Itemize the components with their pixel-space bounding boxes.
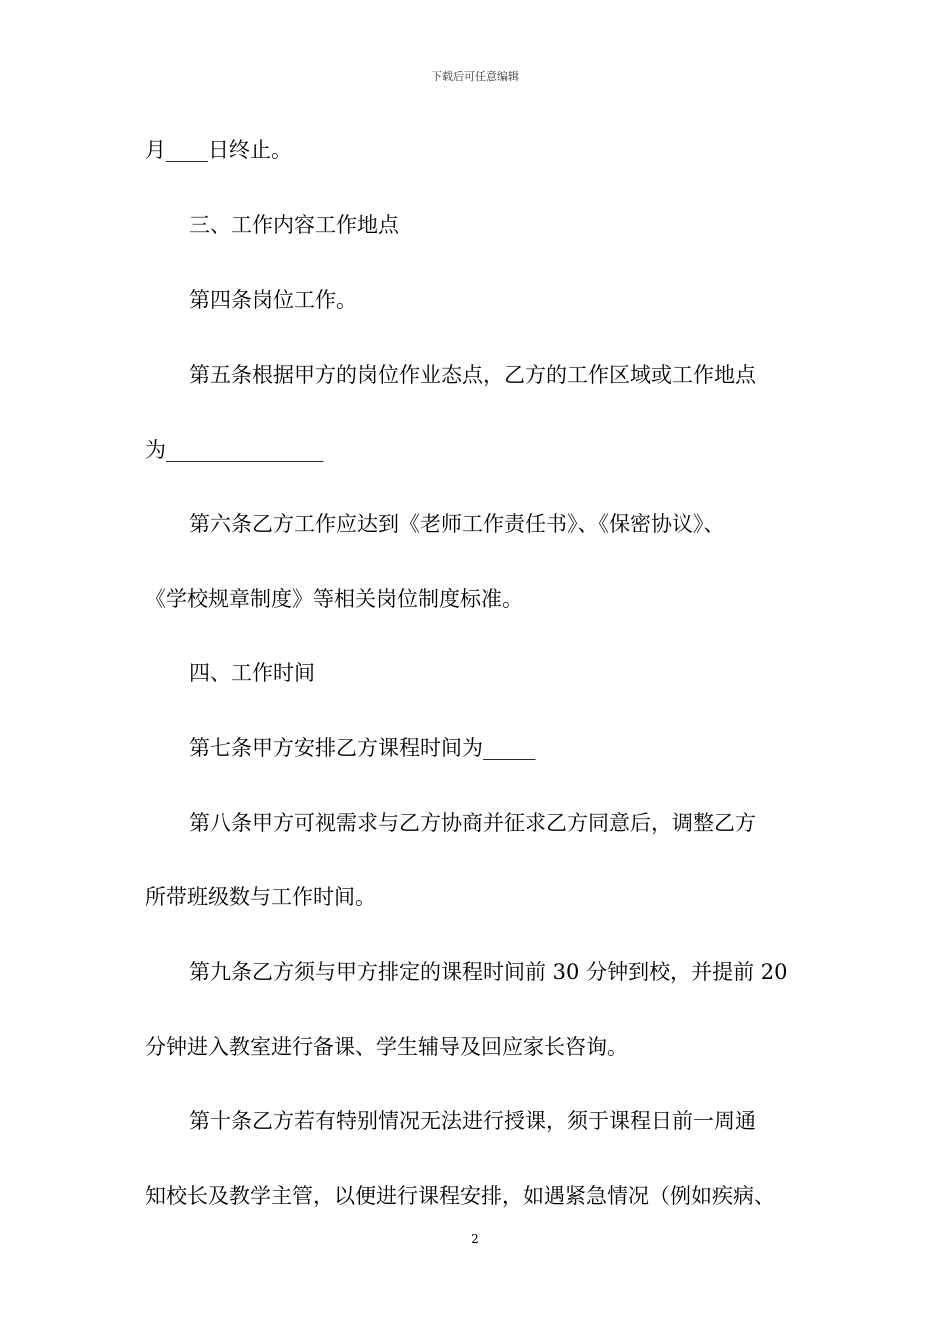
paragraph-line: 为_______________ — [145, 438, 324, 462]
paragraph-line: 《学校规章制度》等相关岗位制度标准。 — [145, 587, 523, 611]
paragraph-line: 第十条乙方若有特别情况无法进行授课，须于课程日前一周通 — [189, 1109, 756, 1133]
paragraph-line: 第八条甲方可视需求与乙方协商并征求乙方同意后，调整乙方 — [189, 811, 756, 835]
paragraph-line: 第六条乙方工作应达到《老师工作责任书》、《保密协议》、 — [189, 512, 725, 536]
paragraph-line: 分钟进入教室进行备课、学生辅导及回应家长咨询。 — [145, 1035, 628, 1059]
paragraph-line: 第五条根据甲方的岗位作业态点，乙方的工作区域或工作地点 — [189, 363, 756, 387]
paragraph-line: 第九条乙方须与甲方排定的课程时间前 30 分钟到校，并提前 20 — [189, 960, 788, 984]
page-header: 下载后可任意编辑 — [431, 70, 519, 83]
page-number: 2 — [471, 1232, 479, 1246]
section-heading: 三、工作内容工作地点 — [189, 213, 399, 237]
paragraph-line: 第七条甲方安排乙方课程时间为_____ — [189, 736, 536, 760]
section-heading: 四、工作时间 — [189, 661, 315, 685]
paragraph-line: 月____日终止。 — [145, 138, 292, 162]
paragraph-line: 知校长及教学主管，以便进行课程安排，如遇紧急情况（例如疾病、 — [145, 1184, 775, 1208]
paragraph-line: 所带班级数与工作时间。 — [145, 885, 376, 909]
paragraph-line: 第四条岗位工作。 — [189, 288, 357, 312]
